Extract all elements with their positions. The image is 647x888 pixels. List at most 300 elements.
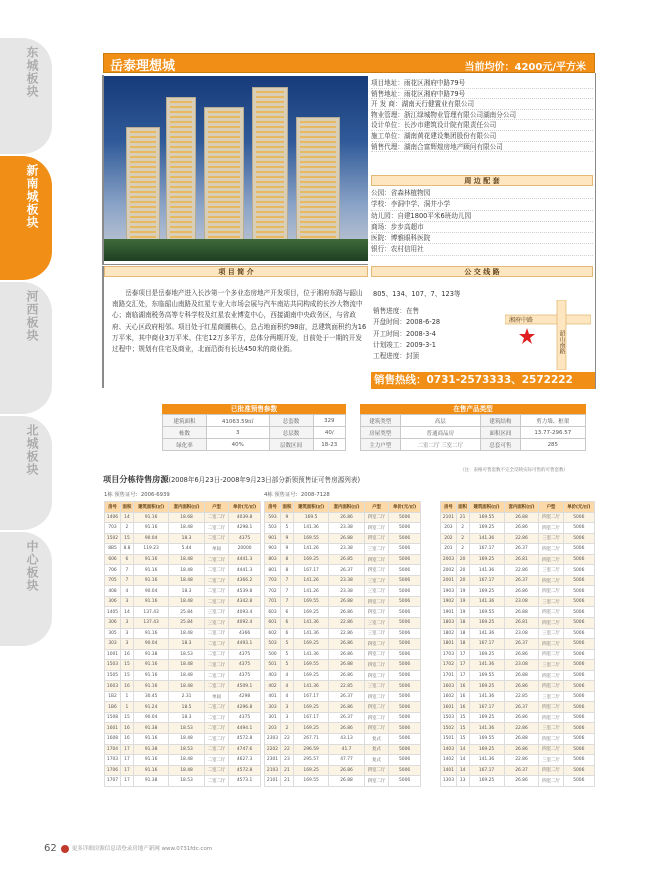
param-cell: 面积区间 [481,427,521,439]
unit-cell: 26.86 [329,723,364,734]
unit-row [265,681,421,692]
sidebar [0,38,52,648]
unit-cell: 501 [265,660,281,671]
unit-cell: 169.25 [469,649,504,660]
building-image [296,117,340,247]
unit-cell: 26.37 [504,575,539,586]
unit-cell: 四室二厅 [364,723,388,734]
unit-cell: 169.25 [293,639,328,650]
unit-cell: 3 [121,628,134,639]
unit-cell: 三室二厅 [364,618,388,629]
unit-cell: 6 [121,554,134,565]
unit-cell: 1702 [441,660,457,671]
unit-cell: 16 [121,723,134,734]
unit-header-cell: 单价(元/㎡) [563,502,594,513]
unit-row [265,565,421,576]
unit-cell: 26.88 [329,660,364,671]
table-note: （注：表格可售套数不完全反映实际可售的可售套数） [460,468,568,473]
unit-cell: 8B5 [105,544,121,555]
unit-cell: 5 [281,523,294,534]
unit-cell: 306 [105,618,121,629]
unit-cell: 169.25 [293,554,328,565]
sidebar-tab[interactable] [0,532,52,648]
unit-cell: 3 [121,618,134,629]
unit-cell: 三室二厅 [364,544,388,555]
unit-cell: 18.53 [169,649,204,660]
unit-cell: 4539.8 [229,586,261,597]
unit-cell: 7 [281,575,294,586]
unit-cell: 1503 [105,660,121,671]
unit-cell: 复式 [364,734,388,745]
unit-cell: 26.86 [504,744,539,755]
project-name: 岳泰理想城 [110,59,176,74]
unit-row [105,734,261,745]
unit-cell: 5 [281,649,294,660]
unit-cell: 22 [281,744,294,755]
around-list [371,188,593,256]
unit-row [105,681,261,692]
unit-cell: 16 [121,681,134,692]
unit-cell: 1001 [105,649,121,660]
unit-cell: 二室二厅 [204,533,228,544]
unit-cell: 单间 [204,544,228,555]
unit-cell: 18.48 [169,565,204,576]
unit-cell: 7 [121,575,134,586]
unit-cell: 三室二厅 [539,533,563,544]
unit-cell: 5006 [389,586,421,597]
sidebar-tab[interactable] [0,156,52,282]
param-cell: 普通商品房 [400,427,480,439]
unit-row [265,660,421,671]
unit-cell: 1903 [441,586,457,597]
unit-cell: 4441.3 [229,565,261,576]
unit-cell: 22.86 [504,755,539,766]
project-photo [104,76,368,261]
unit-cell: 5006 [563,533,594,544]
unit-cell: 三室二厅 [539,723,563,734]
unit-cell: 4747.6 [229,744,261,755]
unit-cell: 5006 [563,596,594,607]
unit-cell: 4375 [229,670,261,681]
unit-cell: 26.88 [329,533,364,544]
unit-cell: 5006 [563,702,594,713]
unit-cell: 二室二厅 [204,712,228,723]
unit-row [105,755,261,766]
unit-cell: 四室二厅 [364,639,388,650]
unit-header-cell: 面积 [456,502,469,513]
project-info-list [371,78,593,152]
unit-cell: 四室二厅 [539,618,563,629]
unit-cell: 1403 [441,744,457,755]
unit-cell: 4366.2 [229,575,261,586]
unit-cell: 21 [456,512,469,523]
unit-cell: 15 [456,723,469,734]
unit-cell: 169.55 [469,670,504,681]
unit-cell: 20000 [229,544,261,555]
unit-cell: 5.44 [169,544,204,555]
unit-row [441,670,595,681]
unit-cell: 25.84 [169,607,204,618]
unit-cell: 1502 [105,533,121,544]
unit-cell: 四室二厅 [364,554,388,565]
unit-cell: 四室二厅 [539,586,563,597]
unit-cell: 5006 [389,765,421,776]
unit-row [441,649,595,660]
page-footer [44,843,212,854]
unit-cell: 503 [265,639,281,650]
param-cell: 285 [520,439,585,451]
param-cell: 3 [206,427,269,439]
unit-cell: 26.37 [504,544,539,555]
unit-cell: 5 [281,639,294,650]
unit-cell: 23.38 [329,544,364,555]
unit-cell: 141.36 [469,723,504,734]
unit-cell: 二室二厅 [204,744,228,755]
unit-cell: 18.5 [169,702,204,713]
unit-row [441,660,595,671]
unit-cell: 二室二厅 [204,776,228,787]
unit-cell: 5006 [389,523,421,534]
ground-trees [104,239,368,261]
unit-cell: 4298 [229,691,261,702]
unit-cell: 四室二厅 [364,712,388,723]
unit-row [265,776,421,787]
unit-cell: 四室二厅 [364,565,388,576]
unit-header-row [441,502,595,513]
unit-cell: 4298.1 [229,523,261,534]
unit-cell: 四室二厅 [539,681,563,692]
unit-cell: 三室二厅 [539,660,563,671]
unit-cell: 5006 [563,639,594,650]
progress-row: 开工时间：2008-3-4 [373,329,436,338]
unit-cell: 1601 [105,723,121,734]
unit-cell: 18.48 [169,670,204,681]
unit-cell: 22.86 [504,565,539,576]
param-cell: 高层 [400,415,480,427]
info-row: 物业管理：浙江绿城物业管理有限公司湖南分公司 [371,110,593,121]
unit-row [441,765,595,776]
info-row: 开 发 商：湖南天行健置业有限公司 [371,99,593,110]
section-subtitle: (2008年6月23日-2008年9月23日部分新领预售证可售房源列表) [168,476,361,484]
unit-cell: 91.16 [133,755,168,766]
unit-cell: 141.36 [469,660,504,671]
unit-cell: 119.23 [133,544,168,555]
unit-cell: 1902 [441,596,457,607]
unit-cell: 3 [121,596,134,607]
unit-cell: 141.26 [293,544,328,555]
unit-cell: 91.16 [133,512,168,523]
unit-cell: 5006 [389,596,421,607]
unit-cell: 4366 [229,628,261,639]
unit-cell: 1501 [441,734,457,745]
unit-cell: 18.48 [169,734,204,745]
unit-cell: 169.25 [293,607,328,618]
frame-line [102,266,104,388]
unit-cell: 3 [281,702,294,713]
unit-row [265,575,421,586]
unit-cell: 4375 [229,533,261,544]
param-cell: 建筑面积 [163,415,207,427]
unit-row [265,596,421,607]
info-row: 销售代理：湖南合富辉煌房地产顾问有限公司 [371,142,593,153]
param-row [361,427,586,439]
unit-cell: 17 [121,755,134,766]
unit-header-cell: 户型 [539,502,563,513]
unit-cell: 二室二厅 [204,755,228,766]
unit-row [105,691,261,702]
sidebar-tab[interactable] [0,38,52,156]
unit-cell: 26.88 [504,734,539,745]
unit-cell: 91.16 [133,596,168,607]
unit-cell: 43.13 [329,734,364,745]
unit-row [265,544,421,555]
unit-cell: 二室二厅 [204,628,228,639]
unit-row [441,565,595,576]
unit-cell: 26.86 [329,670,364,681]
unit-cell: 91.16 [133,565,168,576]
param-row [361,439,586,451]
unit-cell: 169.25 [469,618,504,629]
project-header [103,53,595,73]
around-row: 银行：农村信用社 [371,244,593,255]
progress-row: 开盘时间：2008-6-28 [373,318,441,327]
unit-cell: 91.16 [133,628,168,639]
unit-cell: 二室二厅 [204,575,228,586]
unit-cell: 167.17 [469,639,504,650]
unit-row [441,702,595,713]
unit-cell: 26.88 [504,512,539,523]
sidebar-tab[interactable] [0,282,52,416]
param-cell: 40/ [313,427,345,439]
unit-row [265,512,421,523]
unit-cell: 137.43 [133,607,168,618]
unit-cell: 14 [456,765,469,776]
sidebar-tab-label: 北城板块 [25,424,39,476]
unit-cell: 三室二厅 [364,681,388,692]
unit-cell: 复式 [364,744,388,755]
unit-cell: 1602 [441,691,457,702]
unit-row [441,755,595,766]
unit-cell: 1401 [441,765,457,776]
param-row [163,439,346,451]
unit-row [105,533,261,544]
location-map [505,300,591,370]
unit-cell: 303 [105,639,121,650]
unit-table [104,501,261,787]
info-row: 项目地址：雨花区湘府中路79号 [371,78,593,89]
info-row: 设计单位：长沙市建筑设计院有限责任公司 [371,120,593,131]
param-row [163,415,346,427]
unit-cell: 2 [456,544,469,555]
param-cell: 房屋类型 [361,427,401,439]
unit-row [441,575,595,586]
building-image [166,97,196,247]
unit-cell: 19 [456,586,469,597]
around-row: 公园：省森林植物园 [371,188,593,199]
unit-cell: 5 [281,660,294,671]
unit-header-cell: 套内面积(㎡) [329,502,364,513]
unit-cell: 23 [281,755,294,766]
unit-cell: 1B6 [105,702,121,713]
unit-cell: 2 [281,723,294,734]
unit-cell: 26.37 [329,565,364,576]
unit-cell: 21 [281,776,294,787]
unit-cell: 18.48 [169,596,204,607]
unit-cell: 4375 [229,660,261,671]
unit-cell: 703 [265,575,281,586]
unit-cell: 169.25 [469,681,504,692]
unit-cell: 1802 [441,628,457,639]
unit-cell: 1505 [105,670,121,681]
unit-cell: 2002 [441,565,457,576]
unit-cell: 4092.4 [229,618,261,629]
unit-cell: 7 [281,586,294,597]
unit-header-row [105,502,261,513]
unit-cell: 四室二厅 [539,554,563,565]
unit-cell: 141.36 [293,618,328,629]
unit-cell: 2303 [265,734,281,745]
unit-cell: 9 [281,544,294,555]
unit-cell: 1402 [441,755,457,766]
unit-cell: 26.86 [504,712,539,723]
unit-cell: 2101 [265,776,281,787]
unit-cell: 四室二厅 [539,649,563,660]
unit-cell: 26.86 [504,523,539,534]
unit-cell: 2103 [265,765,281,776]
unit-cell: 14 [456,744,469,755]
unit-cell: 18.53 [169,776,204,787]
unit-cell: 16 [456,681,469,692]
unit-cell: 169.25 [469,586,504,597]
unit-cell: 90.04 [133,712,168,723]
unit-cell: 90.04 [133,639,168,650]
unit-row [265,734,421,745]
unit-cell: 26.86 [329,512,364,523]
unit-cell: 二室二厅 [204,765,228,776]
unit-cell: 141.36 [469,533,504,544]
unit-cell: 26.86 [329,639,364,650]
unit-row [265,702,421,713]
unit-cell: 5006 [563,776,594,787]
param-cell: 二室二厅 三室二厅 [400,439,480,451]
unit-cell: 91.38 [133,744,168,755]
unit-cell: 4572.8 [229,765,261,776]
unit-cell: 四室二厅 [364,765,388,776]
unit-cell: 26.37 [329,712,364,723]
unit-cell: 17 [456,670,469,681]
unit-cell: 167.17 [469,765,504,776]
unit-cell: 三室二厅 [364,575,388,586]
unit-cell: 202 [441,533,457,544]
unit-cell: 4375 [229,649,261,660]
unit-cell: 四室二厅 [364,607,388,618]
unit-cell: 5006 [389,776,421,787]
unit-cell: 1603 [105,681,121,692]
map-road-label: 湘府中路 [509,317,534,324]
unit-cell: 169.5 [293,512,328,523]
unit-cell: 2101 [441,512,457,523]
unit-cell: 706 [105,565,121,576]
param-cell: 总套数 [269,415,313,427]
unit-cell: 26.88 [504,670,539,681]
unit-cell: 二室二厅 [204,660,228,671]
unit-cell: 803 [265,554,281,565]
unit-cell: 18.48 [169,755,204,766]
unit-cell: 91.24 [133,702,168,713]
unit-cell: 三室二厅 [539,755,563,766]
unit-cell: 4 [281,691,294,702]
unit-row [265,639,421,650]
unit-cell: 15 [456,712,469,723]
bus-title: 公 交 线 路 [371,266,593,277]
unit-cell: 18.48 [169,765,204,776]
unit-row [265,755,421,766]
unit-row [105,765,261,776]
unit-cell: 18.3 [169,639,204,650]
unit-cell: 169.55 [469,607,504,618]
unit-cell: 23.08 [504,660,539,671]
unit-cell: 169.25 [469,554,504,565]
unit-row [105,523,261,534]
unit-header-cell: 户型 [364,502,388,513]
unit-cell: 1603 [441,681,457,692]
unit-cell: 四室二厅 [539,734,563,745]
frame-line [595,73,596,389]
unit-cell: 15 [121,533,134,544]
unit-cell: 5006 [389,649,421,660]
unit-cell: 702 [265,586,281,597]
footer-text: 更多详细房源信息请登录房地产新网 www.0731fdc.com [71,846,213,852]
around-row: 学校：李洞中学、洞井小学 [371,199,593,210]
unit-cell: 四室二厅 [364,670,388,681]
unit-cell: 4627.3 [229,755,261,766]
unit-cell: 5006 [389,544,421,555]
unit-cell: 四室二厅 [539,702,563,713]
unit-row [441,776,595,787]
unit-cell: 4493.1 [229,639,261,650]
unit-cell: 26.37 [504,639,539,650]
unit-row [265,649,421,660]
unit-cell: 1502 [441,723,457,734]
unit-cell: 26.86 [504,649,539,660]
progress-row: 计划竣工：2009-3-1 [373,340,436,349]
unit-row [265,670,421,681]
unit-cell: 167.17 [469,544,504,555]
unit-cell: 二室二厅 [204,649,228,660]
sidebar-tab[interactable] [0,416,52,532]
unit-row [105,723,261,734]
unit-cell: 1704 [105,744,121,755]
unit-cell: 1707 [105,776,121,787]
unit-cell: 8 [281,565,294,576]
unit-cell: 141.36 [293,681,328,692]
unit-cell: 22.86 [329,618,364,629]
unit-cell: 5006 [563,691,594,702]
unit-cell: 四室二厅 [364,660,388,671]
param-cell: 41063.59㎡ [206,415,269,427]
unit-cell: 3 [121,639,134,650]
unit-row [105,776,261,787]
unit-row [105,639,261,650]
unit-cell: 91.16 [133,554,168,565]
location-star-icon [519,328,535,344]
unit-cell: 203 [441,523,457,534]
unit-cell: 26.37 [329,691,364,702]
unit-cell: 26.88 [329,596,364,607]
unit-cell: 6 [281,618,294,629]
unit-cell: 137.43 [133,618,168,629]
unit-cell: 四室二厅 [364,512,388,523]
